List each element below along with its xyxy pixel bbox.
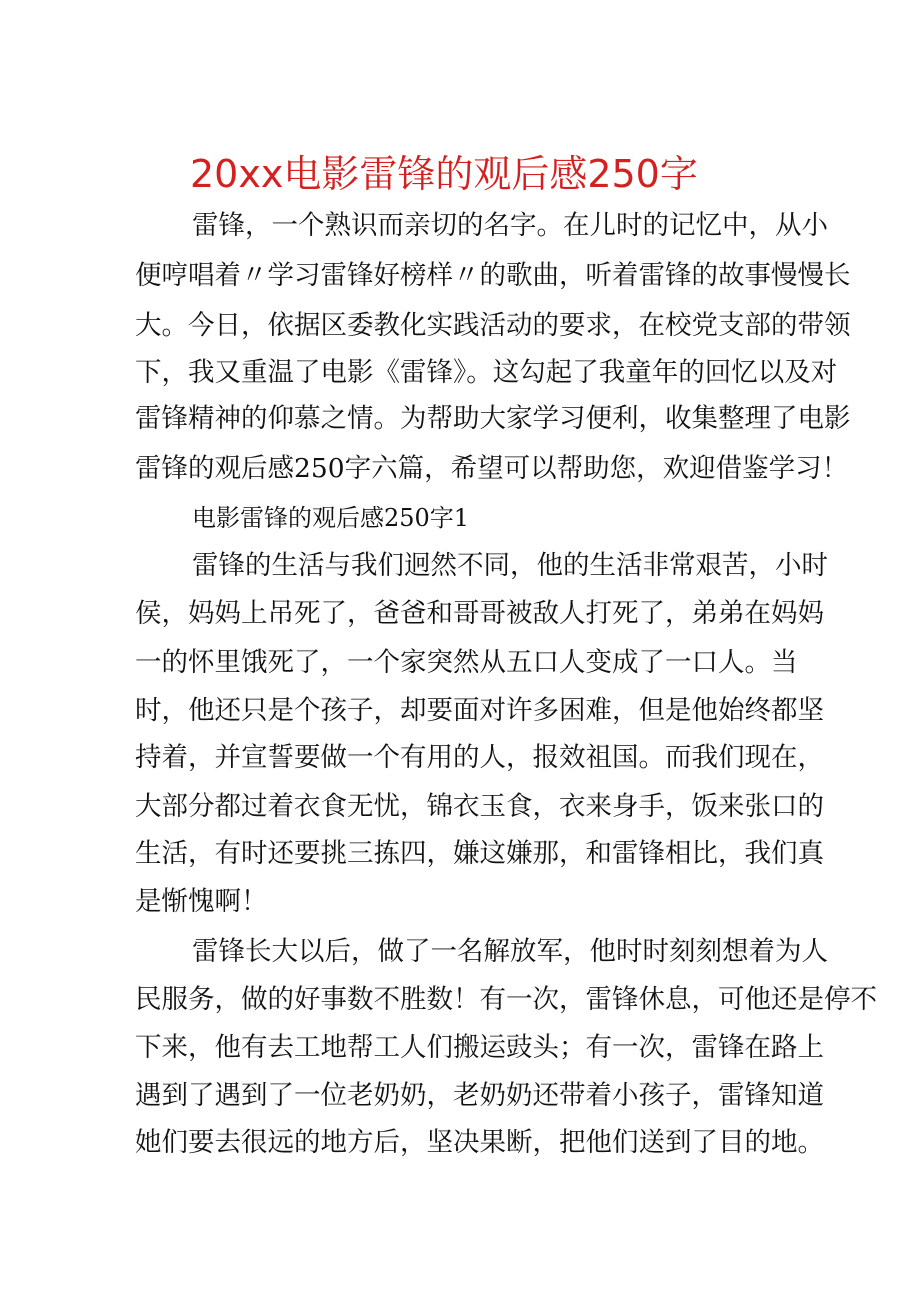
intro-line: 大。今日，依据区委教化实践活动的要求，在校党支部的带领	[135, 310, 851, 341]
intro-line: 下，我又重温了电影《雷锋》。这勾起了我童年的回忆以及对	[135, 357, 838, 388]
intro-line: 雷锋精神的仰慕之情。为帮助大家学习便利，收集整理了电影	[135, 403, 851, 434]
page-title: 20xx电影雷锋的观后感250字	[190, 152, 698, 196]
section-heading: 电影雷锋的观后感250字1	[192, 504, 470, 532]
paragraph-line: 持着，并宣誓要做一个有用的人，报效祖国。而我们现在，	[135, 742, 824, 773]
paragraph-line: 她们要去很远的地方后，坚决果断，把他们送到了目的地。	[135, 1127, 824, 1158]
paragraph-line: 一的怀里饿死了，一个家突然从五口人变成了一口人。当	[135, 647, 798, 678]
paragraph-line: 遇到了遇到了一位老奶奶，老奶奶还带着小孩子，雷锋知道	[135, 1080, 824, 1111]
paragraph-line: 生活，有时还要挑三拣四，嫌这嫌那，和雷锋相比，我们真	[135, 838, 824, 869]
intro-line: 雷锋的观后感250字六篇，希望可以帮助您，欢迎借鉴学习！	[135, 453, 849, 484]
intro-line: 便哼唱着〃学习雷锋好榜样〃的歌曲，听着雷锋的故事慢慢长	[135, 260, 851, 291]
paragraph-line: 下来，他有去工地帮工人们搬运豉头；有一次，雷锋在路上	[135, 1032, 824, 1063]
paragraph-line: 雷锋长大以后，做了一名解放军，他时时刻刻想着为人	[192, 936, 828, 967]
intro-line: 雷锋，一个熟识而亲切的名字。在儿时的记忆中，从小	[192, 210, 828, 241]
paragraph-line: 大部分都过着衣食无忧，锦衣玉食，衣来身手，饭来张口的	[135, 791, 824, 822]
paragraph-line: 是惭愧啊！	[135, 886, 268, 917]
paragraph-line: 民服务，做的好事数不胜数！有一次，雷锋休息，可他还是停不	[135, 984, 877, 1015]
paragraph-line: 时，他还只是个孩子，却要面对许多困难，但是他始终都坚	[135, 695, 824, 726]
paragraph-line: 雷锋的生活与我们迥然不同，他的生活非常艰苦，小时	[192, 550, 828, 581]
paragraph-line: 侯，妈妈上吊死了，爸爸和哥哥被敌人打死了，弟弟在妈妈	[135, 598, 824, 629]
